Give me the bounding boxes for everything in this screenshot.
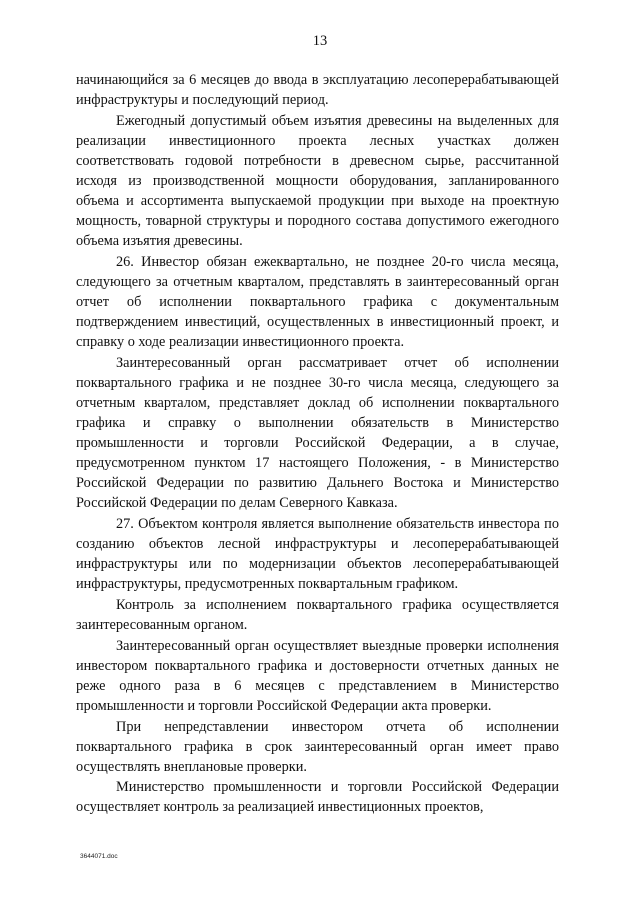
paragraph-continuation: начинающийся за 6 месяцев до ввода в эксплуатацию лесоперерабатывающей инфраструктуры и последующий период. (76, 72, 559, 109)
paragraph-item-27: 27. Объектом контроля является выполнение обязательств инвестора по созданию объектов лесной инфраструктуры и лесоперерабатывающей инфраструктуры или по модернизации объектов лесоперерабатывающей инфраструктуры, предусмотренных поквартальным графиком. (76, 516, 559, 593)
paragraph-annual-volume: Ежегодный допустимый объем изъятия древесины на выделенных для реализации инвестиционного проекта лесных участках должен соответствовать годовой потребности в древесном сырье, рассчитанной исходя из производственной мощности оборудования, запланированного объема и ассортимента выпускаемой продукции при выходе на проектную мощность, товарной структуры и породного состава допустимого ежегодного объема изъятия древесины. (76, 112, 559, 250)
footer-filename: 3644071.doc (80, 853, 118, 860)
paragraph-item-26: 26. Инвестор обязан ежеквартально, не позднее 20-го числа месяца, следующего за отчетным кварталом, представлять в заинтересованный орган отчет об исполнении поквартального графика с документальным подтверждением инвестиций, осуществленных в инвестиционный проект, и справку о ходе реализации инвестиционного проекта. (76, 253, 559, 351)
paragraph-unscheduled-inspections: При непредставлении инвестором отчета об исполнении поквартального графика в срок заинтересованный орган имеет право осуществлять внеплановые проверки. (76, 718, 559, 775)
page-number: 13 (312, 33, 328, 49)
paragraph-control: Контроль за исполнением поквартального графика осуществляется заинтересованным органом. (76, 596, 559, 634)
document-body (76, 70, 559, 818)
paragraph-ministry-control: Министерство промышленности и торговли Российской Федерации осуществляет контроль за реализацией инвестиционных проектов, (76, 779, 559, 816)
paragraph-authority-review: Заинтересованный орган рассматривает отчет об исполнении поквартального графика и не позднее 30-го числа месяца, следующего за отчетным кварталом, представляет доклад об исполнении поквартального графика и справку о выполнении обязательств в Министерство промышленности и торговли Российской Федерации, а в случае, предусмотренном пунктом 17 настоящего Положения, - в Министерство Российской Федерации по развитию Дальнего Востока и Министерство Российской Федерации по делам Северного Кавказа. (76, 354, 559, 512)
paragraph-field-inspections: Заинтересованный орган осуществляет выездные проверки исполнения инвестором поквартального графика и достоверности отчетных данных не реже одного раза в 6 месяцев с представлением в Министерство промышленности и торговли Российской Федерации акта проверки. (76, 637, 559, 714)
